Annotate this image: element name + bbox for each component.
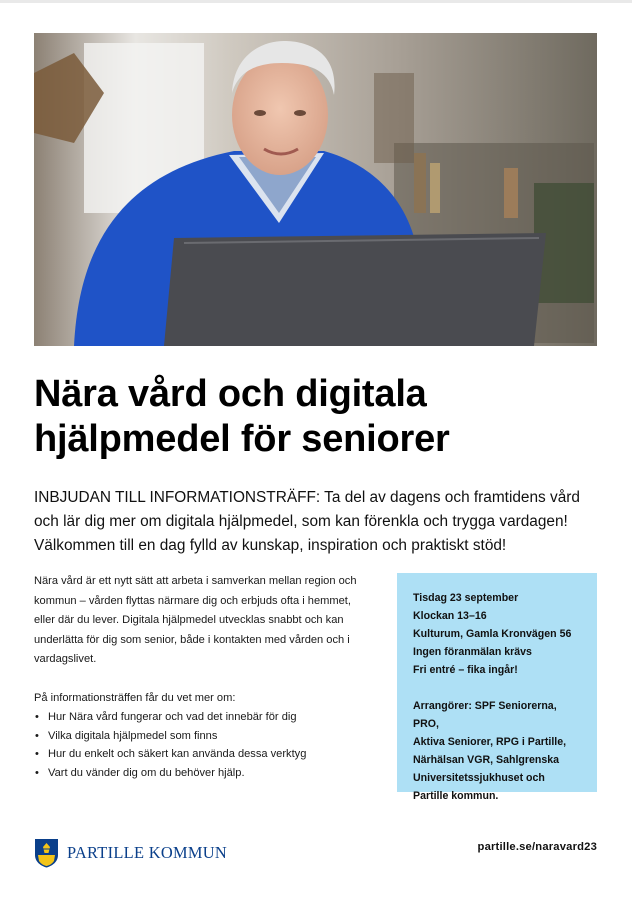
body-paragraph: Nära vård är ett nytt sätt att arbeta i samverkan mellan region och kommun – vården flyttas närmare dig och erbjuds ofta i hemmet, eller där du lever. Digitala hjälpmedel utvecklas snabbt och kan underlätta för dig som senior, både i kontakten med vården och i vardagslivet. [34, 575, 357, 665]
hero-photo [34, 33, 597, 346]
event-entry: Fri entré – fika ingår! [413, 664, 518, 676]
list-item: • Vilka digitala hjälpmedel som finns [34, 727, 384, 746]
top-rule [0, 0, 632, 3]
organizers-line: Närhälsan VGR, Sahlgrenska [413, 754, 560, 766]
list-item: • Hur Nära vård fungerar och vad det innebär för dig [34, 708, 384, 727]
list-intro: På informationsträffen får du vet mer om: [34, 692, 236, 704]
event-registration: Ingen föranmälan krävs [413, 646, 532, 658]
title-line-2: hjälpmedel för seniorer [34, 418, 450, 460]
partille-logo [34, 838, 227, 868]
event-time: Klockan 13–16 [413, 610, 487, 622]
title-line-1: Nära vård och digitala [34, 373, 427, 415]
logo-text: PARTILLE KOMMUN [67, 843, 227, 862]
event-info-box [397, 573, 597, 802]
page-title [34, 372, 594, 462]
event-venue: Kulturum, Gamla Kronvägen 56 [413, 628, 572, 640]
organizers-line: Aktiva Seniorer, RPG i Partille, [413, 736, 567, 748]
partille-crest-icon [34, 838, 59, 868]
list-item: • Vart du vänder dig om du behöver hjälp. [34, 764, 384, 783]
event-date: Tisdag 23 september [413, 592, 519, 604]
organizers-line: Universitetssjukhuset och [413, 772, 545, 784]
topic-list [34, 708, 384, 782]
organizers-line: Arrangörer: SPF Seniorerna, PRO, [413, 700, 557, 730]
footer-url-link[interactable]: partille.se/naravard23 [477, 841, 597, 853]
invitation-intro: INBJUDAN TILL INFORMATIONSTRÄFF: Ta del av dagens och framtidens vård och lär dig mer om digitala hjälpmedel, som kan förenkla och trygga vardagen! Välkommen till en dag fylld av kunskap, inspiration och praktiskt stöd! [34, 489, 580, 554]
list-item: • Hur du enkelt och säkert kan använda dessa verktyg [34, 745, 384, 764]
organizers-line: Partille kommun. [413, 790, 499, 802]
